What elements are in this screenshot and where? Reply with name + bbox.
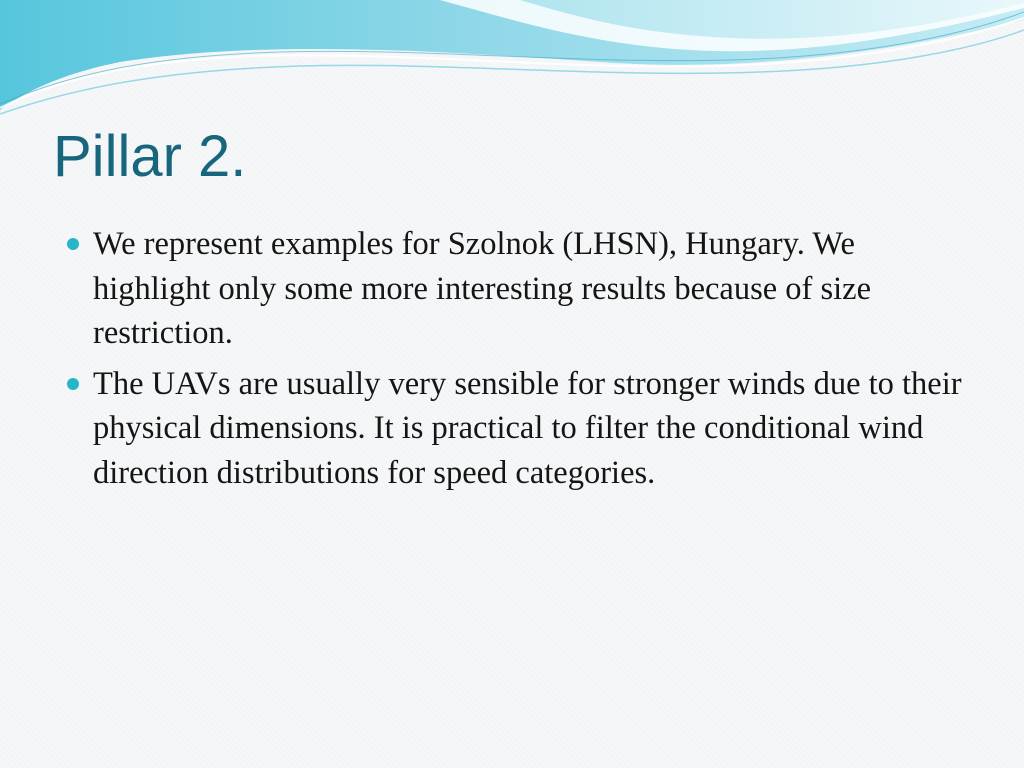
bullet-item: [64, 222, 964, 356]
bullet-item: [64, 362, 964, 496]
bullet-text: The UAVs are usually very sensible for stronger winds due to their physical dimensions. It is practical to filter the conditional wind direction distributions for speed categories.: [93, 365, 962, 491]
bullet-list: [64, 222, 964, 501]
bullet-dot-icon: [67, 238, 79, 250]
header-wave-decoration: [0, 0, 1024, 130]
bullet-dot-icon: [67, 378, 79, 390]
bullet-text: We represent examples for Szolnok (LHSN), Hungary. We highlight only some more interesting results because of size restriction.: [93, 226, 872, 351]
slide-title: Pillar 2.: [53, 124, 247, 189]
